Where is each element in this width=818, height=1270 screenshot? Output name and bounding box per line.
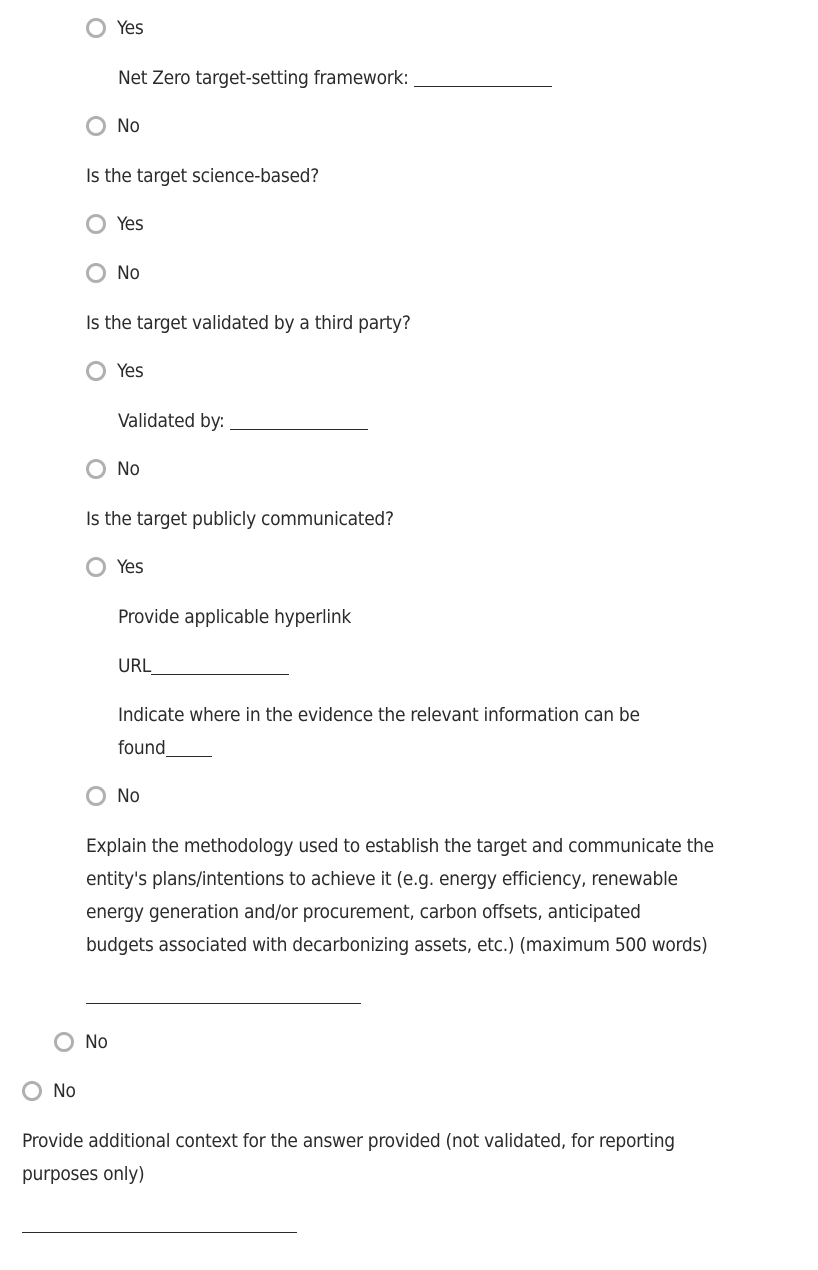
radio-label: Yes xyxy=(117,17,144,39)
framework-label: Net Zero target-setting framework: xyxy=(118,67,409,89)
public-no-option[interactable] xyxy=(86,781,140,811)
radio-button[interactable] xyxy=(54,1032,74,1052)
validated-by-input[interactable] xyxy=(230,410,368,430)
additional-context-input[interactable] xyxy=(22,1232,297,1233)
methodology-line: entity's plans/intentions to achieve it (e.g. energy efficiency, renewable xyxy=(86,868,678,890)
radio-label: No xyxy=(85,1031,108,1053)
url-label: URL xyxy=(118,655,152,677)
radio-label: No xyxy=(117,458,140,480)
radio-label: Yes xyxy=(117,360,144,382)
evidence-label-line1: Indicate where in the evidence the relevant information can be xyxy=(118,704,640,726)
methodology-line: Explain the methodology used to establish the target and communicate the xyxy=(86,835,714,857)
radio-button[interactable] xyxy=(86,116,106,136)
outer-no-option-1[interactable] xyxy=(54,1027,108,1057)
additional-context-line1: Provide additional context for the answer provided (not validated, for reporting xyxy=(22,1130,675,1152)
radio-button[interactable] xyxy=(86,557,106,577)
outer-no-option-2[interactable] xyxy=(22,1076,76,1106)
public-question: Is the target publicly communicated? xyxy=(86,508,394,530)
third-party-yes-option[interactable] xyxy=(86,356,143,386)
validated-by-field xyxy=(118,405,368,438)
radio-label: No xyxy=(117,115,140,137)
radio-button[interactable] xyxy=(86,459,106,479)
radio-label: Yes xyxy=(117,213,144,235)
radio-label: No xyxy=(117,785,140,807)
evidence-input[interactable] xyxy=(166,737,212,757)
science-based-no-option[interactable] xyxy=(86,258,140,288)
radio-button[interactable] xyxy=(86,786,106,806)
net-zero-no-option[interactable] xyxy=(86,111,140,141)
radio-button[interactable] xyxy=(86,263,106,283)
radio-label: Yes xyxy=(117,556,144,578)
hyperlink-label: Provide applicable hyperlink xyxy=(118,606,351,628)
radio-button[interactable] xyxy=(86,18,106,38)
evidence-field xyxy=(118,732,212,765)
science-based-question: Is the target science-based? xyxy=(86,165,319,187)
methodology-line: energy generation and/or procurement, carbon offsets, anticipated xyxy=(86,901,641,923)
validated-by-label: Validated by: xyxy=(118,410,225,432)
url-input[interactable] xyxy=(151,655,289,675)
third-party-no-option[interactable] xyxy=(86,454,140,484)
radio-label: No xyxy=(53,1080,76,1102)
methodology-line: budgets associated with decarbonizing assets, etc.) (maximum 500 words) xyxy=(86,934,708,956)
url-field xyxy=(118,650,289,683)
net-zero-yes-option[interactable] xyxy=(86,13,143,43)
radio-button[interactable] xyxy=(22,1081,42,1101)
radio-label: No xyxy=(117,262,140,284)
evidence-label-line2: found xyxy=(118,737,166,759)
public-yes-option[interactable] xyxy=(86,552,143,582)
radio-button[interactable] xyxy=(86,361,106,381)
framework-field xyxy=(118,62,552,95)
framework-input[interactable] xyxy=(414,67,552,87)
additional-context-line2: purposes only) xyxy=(22,1163,145,1185)
radio-button[interactable] xyxy=(86,214,106,234)
science-based-yes-option[interactable] xyxy=(86,209,143,239)
third-party-question: Is the target validated by a third party? xyxy=(86,312,411,334)
methodology-answer-input[interactable] xyxy=(86,1003,361,1004)
